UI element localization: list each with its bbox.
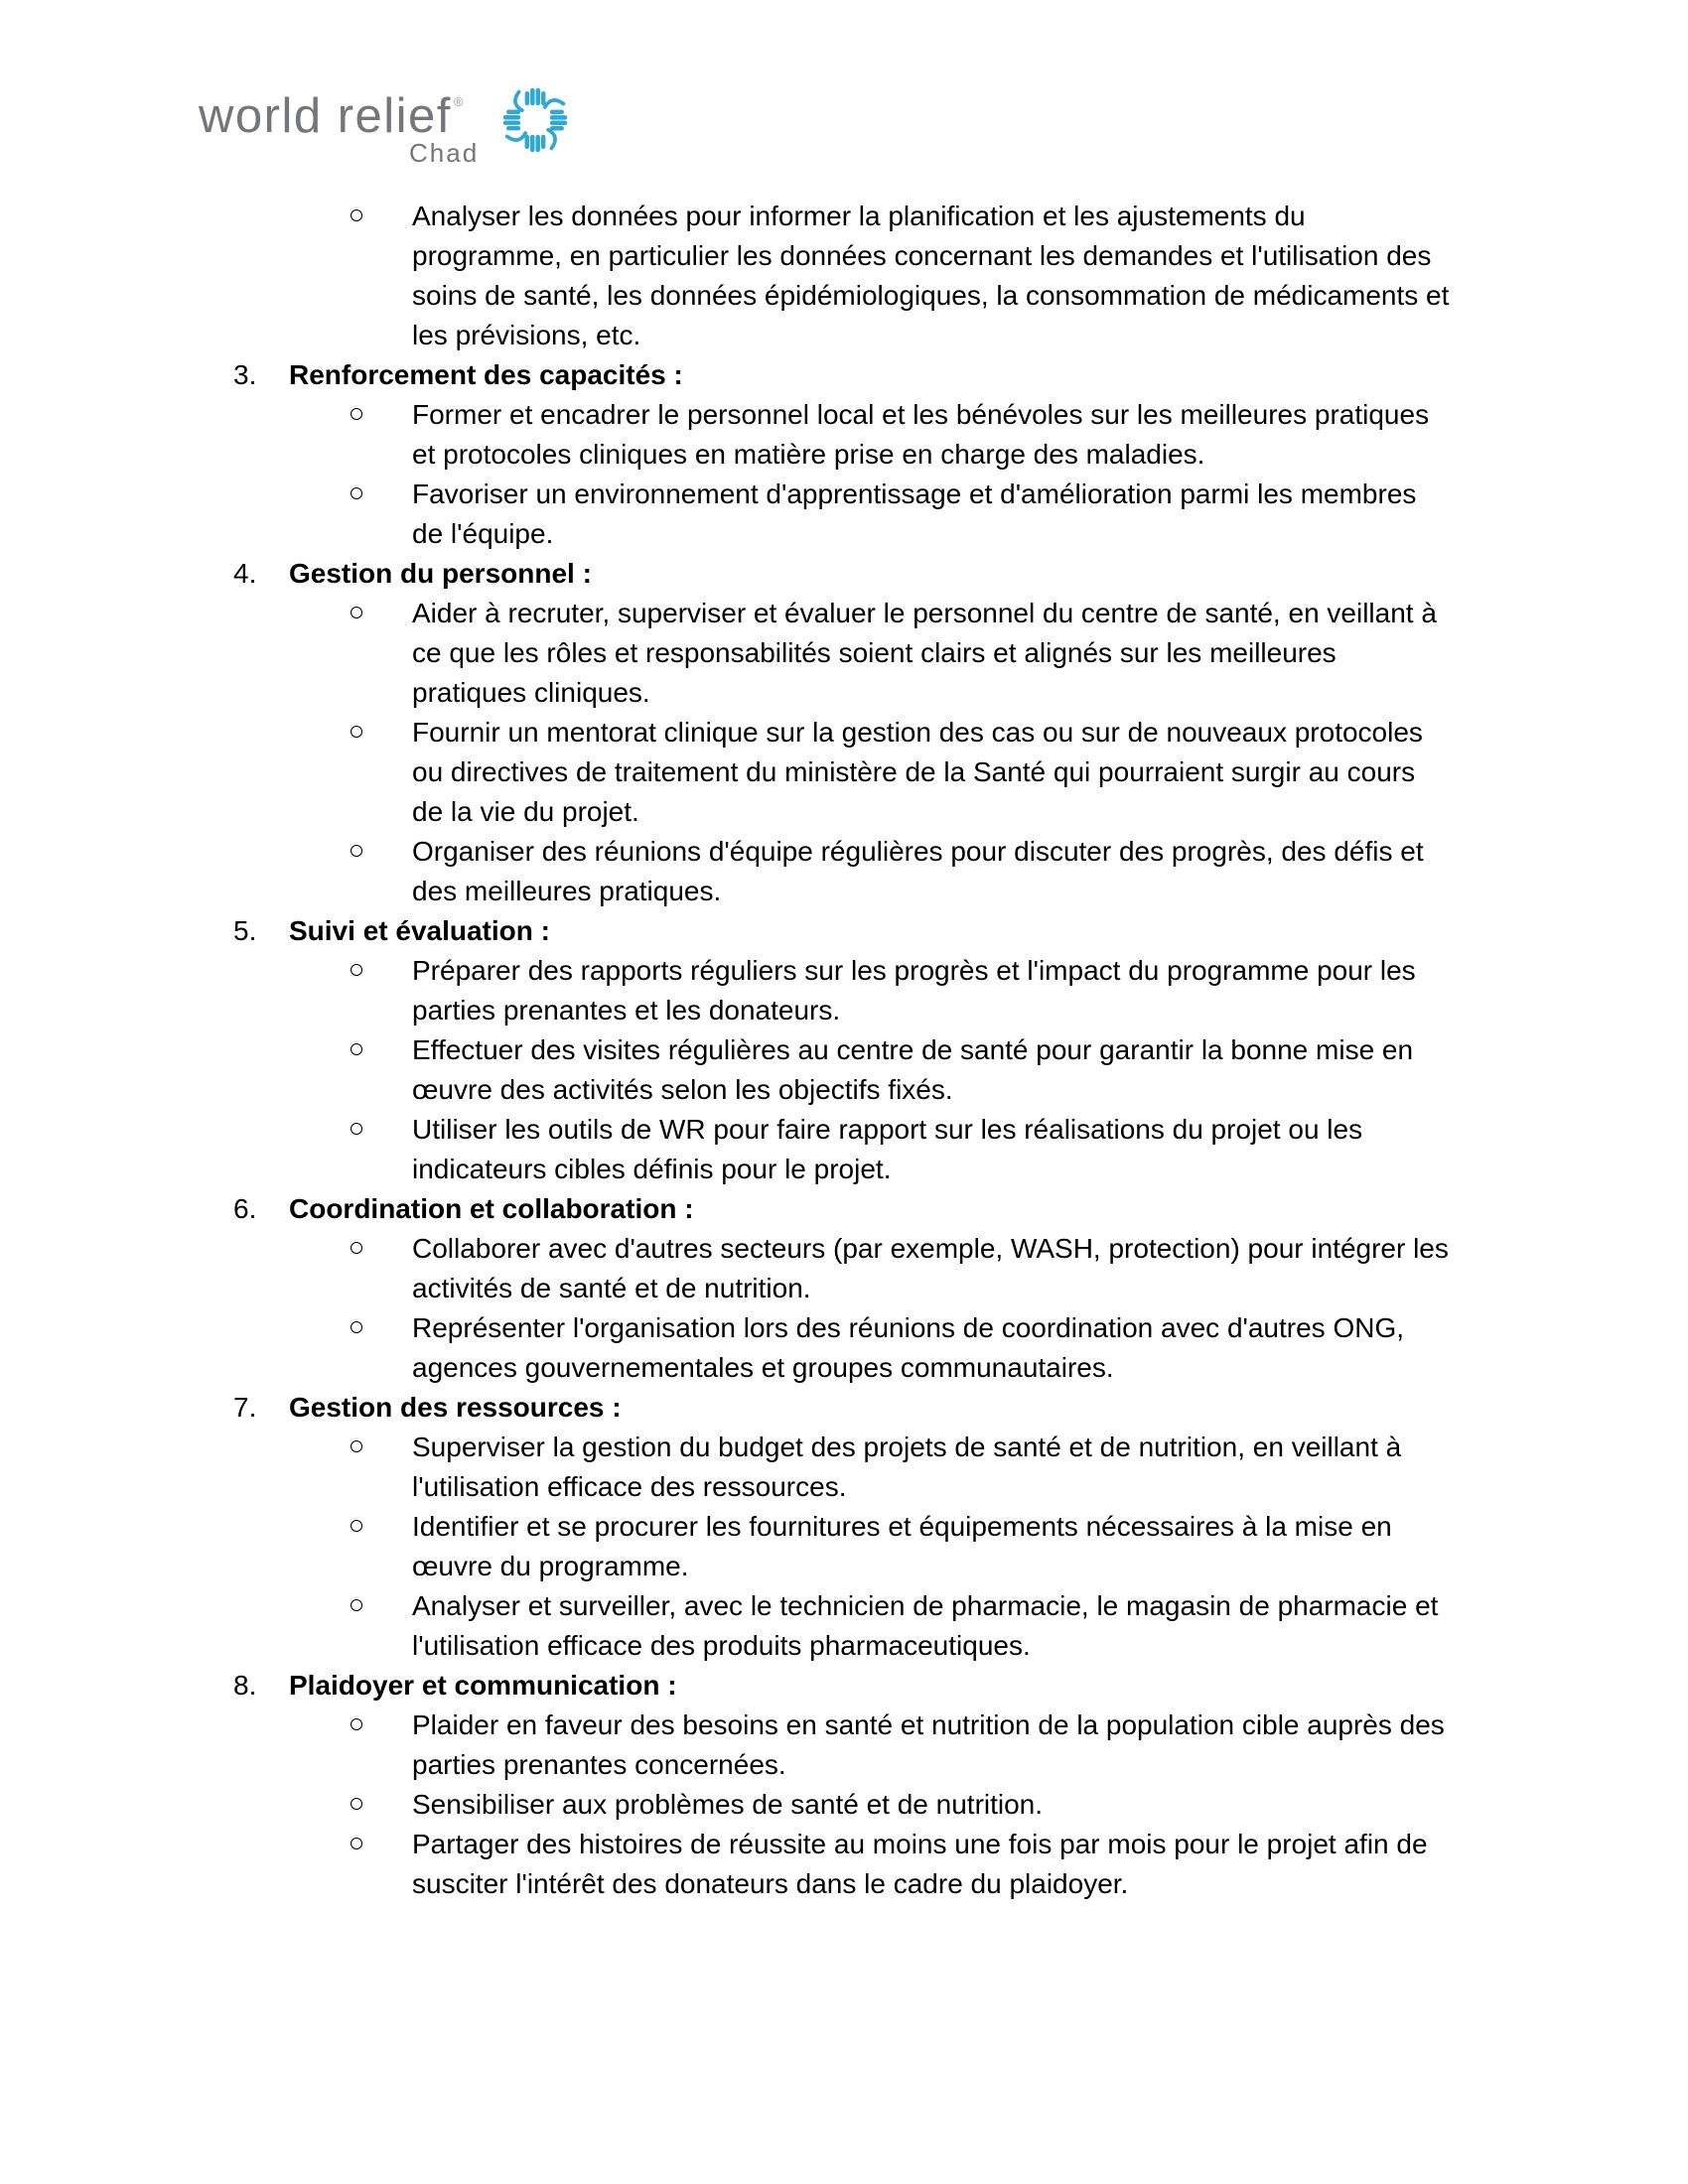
bullet-text: Fournir un mentorat clinique sur la gestion des cas ou sur de nouveaux protocoles ou directives de traitement du ministère de la Santé qui pourraient surgir au cours de la vie du projet. — [412, 717, 1423, 827]
bullet-cell — [351, 475, 412, 554]
list-item — [233, 1507, 1453, 1586]
logo-brand-text: world relief — [199, 89, 452, 143]
list-item — [233, 1428, 1453, 1507]
bullet-text: Identifier et se procurer les fournitures et équipements nécessaires à la mise en œuvre du programme. — [412, 1511, 1392, 1581]
bullet-text: Sensibiliser aux problèmes de santé et de nutrition. — [412, 1789, 1044, 1820]
bullet-text: Effectuer des visites régulières au centre de santé pour garantir la bonne mise en œuvre des activités selon les objectifs fixés. — [412, 1034, 1414, 1105]
bullet-text: Collaborer avec d'autres secteurs (par exemple, WASH, protection) pour intégrer les activités de santé et de nutrition. — [412, 1233, 1449, 1303]
circle-bullet-icon — [351, 1321, 362, 1333]
list-item — [233, 1706, 1453, 1785]
section-number: 4. — [233, 558, 257, 589]
bullet-text: Analyser les données pour informer la planification et les ajustements du programme, en particulier les données concernant les demandes et l'utilisation des soins de santé, les données épidémiologiques, la consommation de médicaments et les prévisions, etc. — [412, 201, 1450, 350]
circle-bullet-icon — [351, 1718, 362, 1730]
job-description-list — [233, 197, 1453, 1904]
bullet-cell — [351, 832, 412, 911]
section-number: 5. — [233, 915, 257, 946]
section-title: Plaidoyer et communication : — [289, 1670, 677, 1701]
bullet-cell — [351, 1229, 412, 1308]
bullet-cell — [351, 1110, 412, 1189]
section-heading — [233, 355, 1453, 395]
bullet-text: Partager des histoires de réussite au moins une fois par mois pour le projet afin de susciter l'intérêt des donateurs dans le cadre du plaidoyer. — [412, 1829, 1428, 1899]
circle-bullet-icon — [351, 1838, 362, 1849]
list-item — [233, 197, 1453, 355]
list-item — [233, 594, 1453, 713]
circle-bullet-icon — [351, 726, 362, 738]
bullet-cell — [351, 1586, 412, 1666]
bullet-text: Organiser des réunions d'équipe régulières pour discuter des progrès, des défis et des meilleures pratiques. — [412, 836, 1424, 906]
bullet-cell — [351, 395, 412, 475]
circle-bullet-icon — [351, 1043, 362, 1055]
circle-bullet-icon — [351, 408, 362, 420]
bullet-cell — [351, 1030, 412, 1110]
bullet-text: Aider à recruter, superviser et évaluer le personnel du centre de santé, en veillant à ce que les rôles et responsabilités soient clairs et alignés sur les meilleures pratiques cliniques. — [412, 598, 1437, 708]
circle-bullet-icon — [351, 845, 362, 857]
section-title: Coordination et collaboration : — [289, 1193, 694, 1224]
bullet-text: Former et encadrer le personnel local et les bénévoles sur les meilleures pratiques et protocoles cliniques en matière prise en charge des maladies. — [412, 399, 1430, 470]
bullet-text: Analyser et surveiller, avec le technicien de pharmacie, le magasin de pharmacie et l'utilisation efficace des produits pharmaceutiques. — [412, 1590, 1439, 1661]
bullet-cell — [351, 951, 412, 1030]
circle-bullet-icon — [351, 487, 362, 499]
circle-bullet-icon — [351, 964, 362, 976]
world-relief-logo — [199, 87, 479, 167]
list-item — [233, 1030, 1453, 1110]
section-number: 7. — [233, 1392, 257, 1423]
bullet-cell — [351, 1507, 412, 1586]
circle-bullet-icon — [351, 607, 362, 618]
section-number: 6. — [233, 1193, 257, 1224]
bullet-cell — [351, 713, 412, 832]
list-item — [233, 1308, 1453, 1388]
list-item — [233, 475, 1453, 554]
bullet-cell — [351, 1706, 412, 1785]
bullet-text: Utiliser les outils de WR pour faire rapport sur les réalisations du projet ou les indicateurs cibles définis pour le projet. — [412, 1114, 1363, 1184]
circle-bullet-icon — [351, 1242, 362, 1254]
section-number: 8. — [233, 1670, 257, 1701]
section-heading — [233, 1666, 1453, 1706]
section-number: 3. — [233, 359, 257, 390]
section-title: Gestion du personnel : — [289, 558, 592, 589]
bullet-cell — [351, 594, 412, 713]
bullet-text: Préparer des rapports réguliers sur les progrès et l'impact du programme pour les parties prenantes et les donateurs. — [412, 955, 1416, 1025]
circle-bullet-icon — [351, 1520, 362, 1532]
pinwheel-hands-icon — [500, 85, 570, 155]
section-title: Gestion des ressources : — [289, 1392, 622, 1423]
list-item — [233, 951, 1453, 1030]
bullet-text: Représenter l'organisation lors des réunions de coordination avec d'autres ONG, agences gouvernementales et groupes communautaires. — [412, 1312, 1405, 1383]
bullet-cell — [351, 197, 412, 355]
list-item — [233, 1785, 1453, 1825]
list-item — [233, 1229, 1453, 1308]
section-heading — [233, 911, 1453, 951]
logo-region-text: Chad — [409, 138, 480, 168]
bullet-text: Favoriser un environnement d'apprentissage et d'amélioration parmi les membres de l'équipe. — [412, 478, 1417, 549]
bullet-cell — [351, 1308, 412, 1388]
bullet-cell — [351, 1785, 412, 1825]
logo-row — [199, 87, 479, 145]
section-title: Renforcement des capacités : — [289, 359, 683, 390]
list-item — [233, 832, 1453, 911]
bullet-cell — [351, 1825, 412, 1904]
section-title: Suivi et évaluation : — [289, 915, 550, 946]
circle-bullet-icon — [351, 1440, 362, 1452]
list-item — [233, 1110, 1453, 1189]
section-heading — [233, 1388, 1453, 1428]
circle-bullet-icon — [351, 209, 362, 221]
circle-bullet-icon — [351, 1123, 362, 1135]
list-item — [233, 713, 1453, 832]
section-heading — [233, 1189, 1453, 1229]
circle-bullet-icon — [351, 1798, 362, 1810]
list-item — [233, 1825, 1453, 1904]
bullet-text: Superviser la gestion du budget des projets de santé et de nutrition, en veillant à l'utilisation efficace des ressources. — [412, 1432, 1402, 1502]
list-item — [233, 395, 1453, 475]
bullet-cell — [351, 1428, 412, 1507]
section-heading — [233, 554, 1453, 594]
circle-bullet-icon — [351, 1599, 362, 1611]
list-item — [233, 1586, 1453, 1666]
bullet-text: Plaider en faveur des besoins en santé et nutrition de la population cible auprès des parties prenantes concernées. — [412, 1709, 1445, 1780]
registered-trademark: ® — [453, 94, 464, 109]
